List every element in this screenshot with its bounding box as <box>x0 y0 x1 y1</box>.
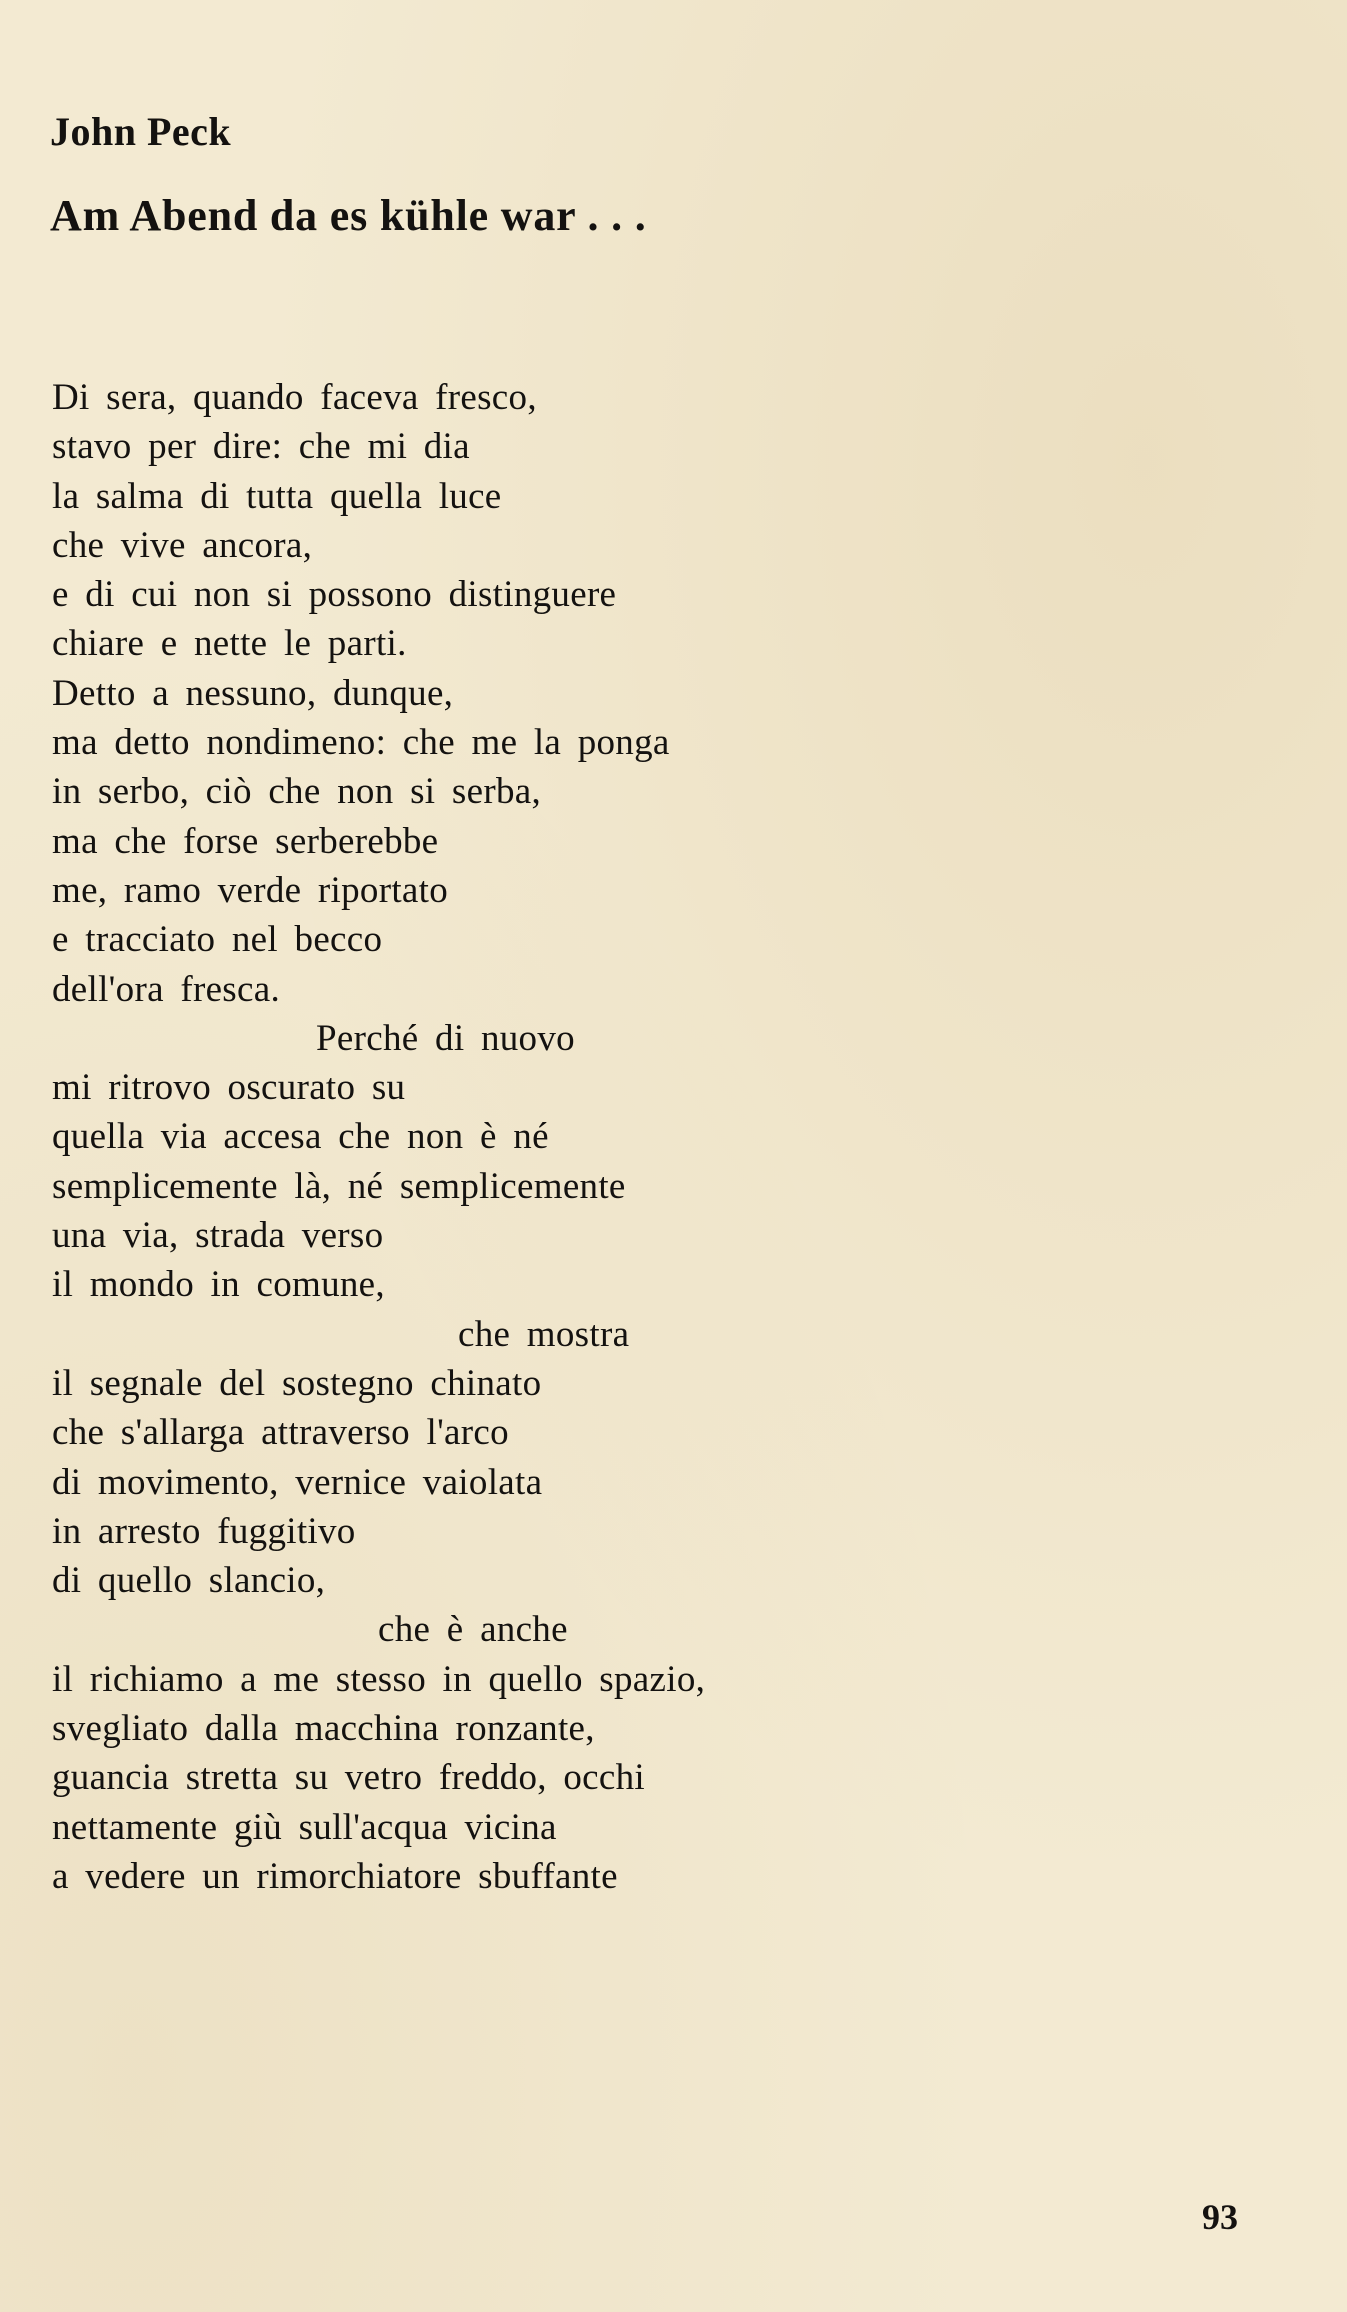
poem-line: Di sera, quando faceva fresco, <box>52 377 537 418</box>
poem-line: mi ritrovo oscurato su <box>52 1067 406 1109</box>
poem-body <box>52 373 1202 1901</box>
poem-line: di movimento, vernice vaiolata <box>52 1461 543 1503</box>
poem-line: il segnale del sostegno chinato <box>52 1362 542 1404</box>
poem-line: il richiamo a me stesso in quello spazio, <box>52 1658 706 1700</box>
poem-line: ma detto nondimeno: che me la ponga <box>52 722 670 764</box>
poem-line: chiare e nette le parti. <box>52 623 407 665</box>
poem-line: di quello slancio, <box>52 1560 326 1602</box>
poem-line: nettamente giù sull'acqua vicina <box>52 1806 557 1848</box>
poem-line: e di cui non si possono distinguere <box>52 574 617 616</box>
poem-line: semplicemente là, né semplicemente <box>52 1165 626 1207</box>
poem-title: Am Abend da es kühle war . . . <box>50 191 647 240</box>
poem-line: me, ramo verde riportato <box>52 869 448 911</box>
poem-line: Detto a nessuno, dunque, <box>52 672 454 714</box>
poem-line: svegliato dalla macchina ronzante, <box>52 1708 595 1750</box>
poem-line: che è anche <box>378 1609 568 1651</box>
poem-line: Perché di nuovo <box>316 1017 575 1059</box>
poem-line: quella via accesa che non è né <box>52 1116 549 1158</box>
author-name: John Peck <box>50 109 232 154</box>
poem-line: che mostra <box>458 1313 630 1355</box>
page-number: 93 <box>1202 2197 1238 2237</box>
poem-line: in serbo, ciò che non si serba, <box>52 771 542 813</box>
poem-line: che s'allarga attraverso l'arco <box>52 1412 509 1454</box>
poem-line: il mondo in comune, <box>52 1264 385 1306</box>
poem-line: stavo per dire: che mi dia <box>52 426 470 468</box>
poem-line: una via, strada verso <box>52 1215 384 1257</box>
poem-line: che vive ancora, <box>52 524 313 566</box>
poem-line: la salma di tutta quella luce <box>52 475 502 517</box>
poem-line: e tracciato nel becco <box>52 919 383 961</box>
poem-line: dell'ora fresca. <box>52 968 281 1010</box>
poem-line: in arresto fuggitivo <box>52 1510 356 1552</box>
poem-line: a vedere un rimorchiatore sbuffante <box>52 1855 618 1897</box>
poem-line: guancia stretta su vetro freddo, occhi <box>52 1757 645 1799</box>
poem-line: ma che forse serberebbe <box>52 820 439 862</box>
